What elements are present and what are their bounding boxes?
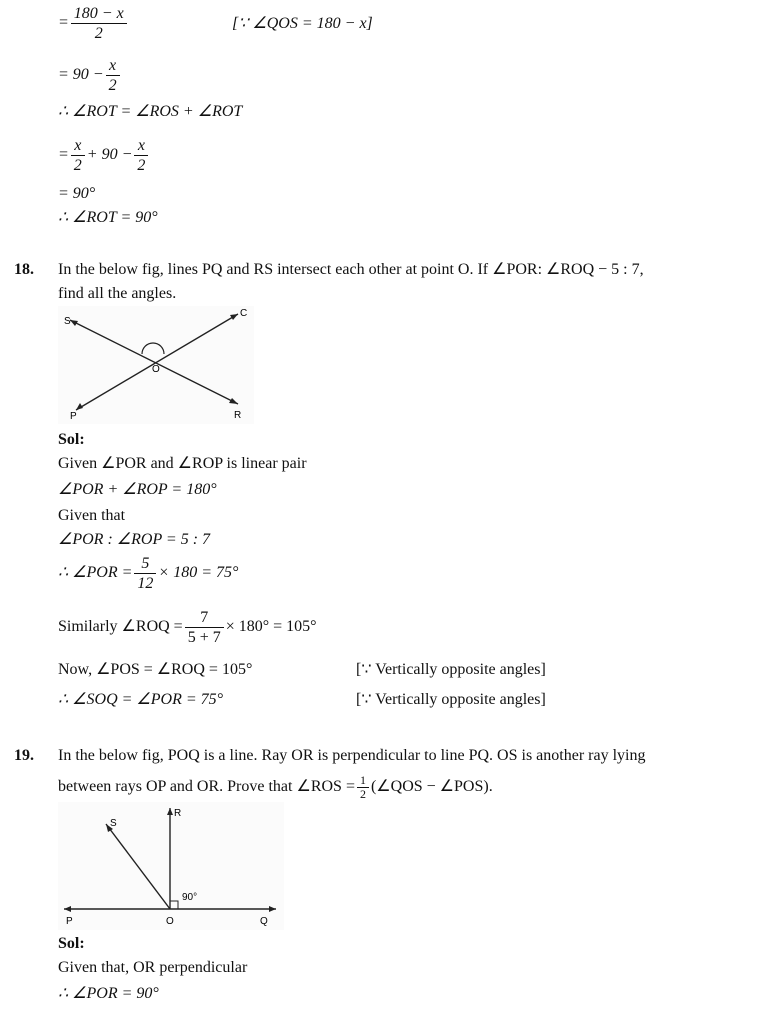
label-p: P <box>66 916 73 927</box>
question-number: 19. <box>14 747 34 764</box>
equals-sign: = <box>58 14 69 32</box>
numerator: x <box>106 56 120 76</box>
question-number: 18. <box>14 261 34 278</box>
line-text: + 90 − <box>86 146 133 164</box>
numerator: 5 <box>134 554 156 574</box>
denominator: 2 <box>137 157 146 174</box>
question-text: In the below fig, POQ is a line. Ray OR is perpendicular to line PQ. OS is another ray lying <box>58 747 646 764</box>
numerator: 1 <box>357 774 369 788</box>
label-s: S <box>110 818 117 829</box>
sol-line <box>58 608 317 647</box>
top-line-3: ∴ ∠ROT = ∠ROS + ∠ROT <box>58 103 243 120</box>
fraction <box>71 136 85 175</box>
line-text: = 90 − <box>58 66 104 84</box>
label-s: S <box>64 316 71 327</box>
label-c: C <box>240 308 248 319</box>
denominator: 2 <box>359 787 366 801</box>
top-line-2 <box>58 56 122 95</box>
sol-line: ∠POR + ∠ROP = 180° <box>58 481 217 498</box>
line-text: ∴ ∠POR = <box>58 564 133 582</box>
fraction <box>134 554 156 593</box>
fraction <box>71 4 127 43</box>
fraction <box>185 608 224 647</box>
fraction-half <box>357 774 369 801</box>
equals-sign: = <box>58 146 69 164</box>
denominator: 12 <box>137 575 154 592</box>
label-o: O <box>166 916 174 927</box>
denominator: 2 <box>94 25 103 42</box>
label-q: Q <box>260 916 268 927</box>
label-p: P <box>70 411 77 422</box>
sol-line: Given ∠POR and ∠ROP is linear pair <box>58 455 307 472</box>
fraction <box>106 56 120 95</box>
top-line-1 <box>58 4 129 43</box>
question-text: In the below fig, lines PQ and RS intersect each other at point O. If ∠POR: ∠ROQ − 5 : 7, <box>58 261 644 278</box>
question-text <box>58 774 493 801</box>
denominator: 2 <box>73 157 82 174</box>
top-line-6: ∴ ∠ROT = 90° <box>58 209 158 226</box>
sol-heading: Sol: <box>58 935 85 952</box>
label-o: O <box>152 364 160 375</box>
sol-line: Now, ∠POS = ∠ROQ = 105° <box>58 661 253 678</box>
sol-note: [∵ Vertically opposite angles] <box>356 661 546 678</box>
line-text: between rays OP and OR. Prove that ∠ROS = <box>58 778 355 796</box>
label-90: 90° <box>182 892 198 903</box>
question-text: find all the angles. <box>58 285 177 302</box>
sol-line: ∴ ∠SOQ = ∠POR = 75° <box>58 691 224 708</box>
sol-heading: Sol: <box>58 431 85 448</box>
line-text: × 180° = 105° <box>225 618 317 636</box>
perpendicular-figure <box>58 802 284 930</box>
sol-line <box>58 554 238 593</box>
numerator: x <box>71 136 85 156</box>
line-text: (∠QOS − ∠POS). <box>370 778 493 796</box>
top-line-4 <box>58 136 150 175</box>
sol-line: ∴ ∠POR = 90° <box>58 985 159 1002</box>
label-r: R <box>174 808 182 819</box>
sol-line: Given that <box>58 507 126 524</box>
line-text: × 180 = 75° <box>158 564 239 582</box>
sol-line: ∠POR : ∠ROP = 5 : 7 <box>58 531 211 548</box>
numerator: 180 − x <box>71 4 127 24</box>
line-text: Similarly ∠ROQ = <box>58 618 183 636</box>
sol-line: Given that, OR perpendicular <box>58 959 248 976</box>
sol-note: [∵ Vertically opposite angles] <box>356 691 546 708</box>
top-line-1-note: [∵ ∠QOS = 180 − x] <box>232 15 373 32</box>
fraction <box>134 136 148 175</box>
denominator: 5 + 7 <box>187 629 221 646</box>
numerator: x <box>134 136 148 156</box>
numerator: 7 <box>185 608 224 628</box>
label-r: R <box>234 410 242 421</box>
denominator: 2 <box>108 77 117 94</box>
intersecting-lines-figure <box>58 306 254 424</box>
top-line-5: = 90° <box>58 185 96 202</box>
